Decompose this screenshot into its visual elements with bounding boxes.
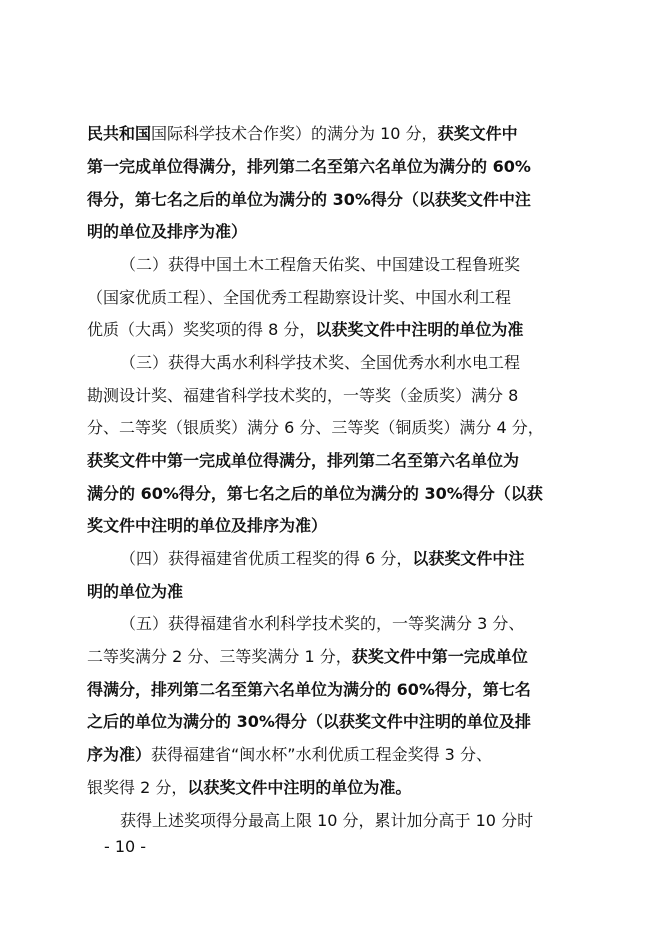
text-line-6: （国家优质工程）、全国优秀工程勘察设计奖、中国水利工程 — [87, 288, 512, 307]
text-line-2: 第一完成单位得满分，排列第二名至第六名单位为满分的 60% — [87, 157, 531, 176]
text-line-17: 二等奖满分 2 分、三等奖满分 1 分，获奖文件中第一完成单位 — [87, 647, 528, 666]
text-line-20: 序为准）获得福建省“闽水杯”水利优质工程金奖得 3 分、 — [87, 745, 492, 764]
text-line-19: 之后的单位为满分的 30%得分（以获奖文件中注明的单位及排 — [87, 712, 531, 731]
paragraph-6-start: 获得上述奖项得分最高上限 10 分，累计加分高于 10 分时 — [120, 811, 534, 830]
text-line-21: 银奖得 2 分，以获奖文件中注明的单位为准。 — [87, 778, 412, 797]
text-line-3: 得分，第七名之后的单位为满分的 30%得分（以获奖文件中注 — [87, 190, 531, 209]
paragraph-3-start: （三）获得大禹水利科学技术奖、全国优秀水利水电工程 — [120, 353, 521, 372]
paragraph-4-start: （四）获得福建省优质工程奖的得 6 分，以获奖文件中注 — [120, 549, 525, 568]
page-number: - 10 - — [104, 837, 147, 856]
paragraph-2-start: （二）获得中国土木工程詹天佑奖、中国建设工程鲁班奖 — [120, 255, 521, 274]
text-line-12: 满分的 60%得分，第七名之后的单位为满分的 30%得分（以获 — [87, 484, 543, 503]
text-line-7: 优质（大禹）奖奖项的得 8 分，以获奖文件中注明的单位为准 — [87, 320, 524, 339]
text-line-9: 勘测设计奖、福建省科学技术奖的，一等奖（金质奖）满分 8 — [87, 386, 519, 405]
text-line-10: 分、二等奖（银质奖）满分 6 分、三等奖（铜质奖）满分 4 分， — [87, 418, 544, 437]
text-line-4: 明的单位及排序为准） — [87, 222, 248, 241]
text-line-13: 奖文件中注明的单位及排序为准） — [87, 516, 328, 535]
text-line-15: 明的单位为准 — [87, 582, 184, 601]
text-line-11: 获奖文件中第一完成单位得满分，排列第二名至第六名单位为 — [87, 451, 520, 470]
text-line-18: 得满分，排列第二名至第六名单位为满分的 60%得分，第七名 — [87, 680, 531, 699]
paragraph-5-start: （五）获得福建省水利科学技术奖的，一等奖满分 3 分、 — [120, 614, 525, 633]
text-line-1: 民共和国国际科学技术合作奖）的满分为 10 分，获奖文件中 — [87, 124, 518, 143]
